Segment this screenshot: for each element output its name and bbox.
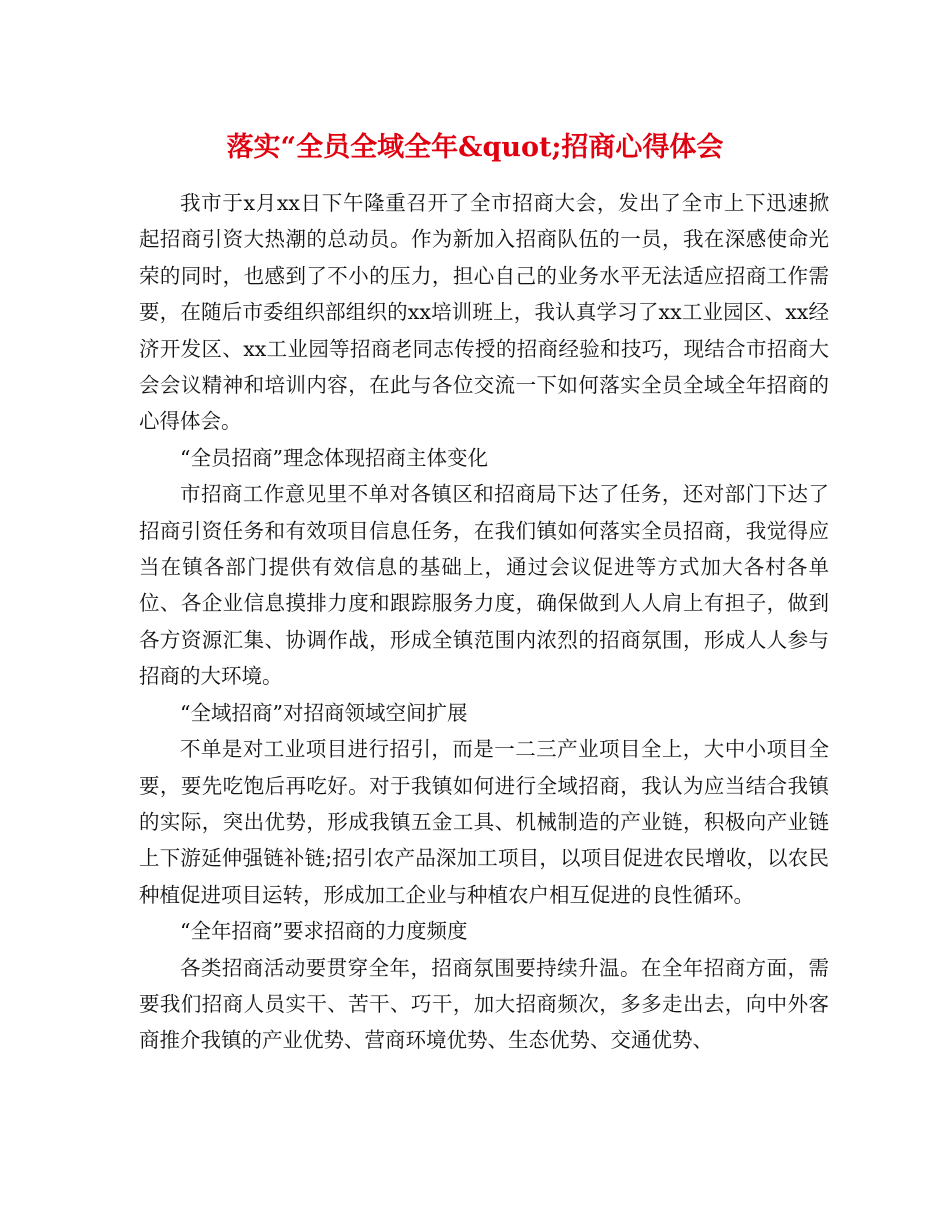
intro-paragraph: 我市于x月xx日下午隆重召开了全市招商大会，发出了全市上下迅速掀起招商引资大热潮的总动员。作为新加入招商队伍的一员，我在深感使命光荣的同时，也感到了不小的压力，担心自己的业务水平无法适应招商工作需要，在随后市委组织部组织的xx培训班上，我认真学习了xx工业园区、xx经济开发区、xx工业园等招商老同志传授的招商经验和技巧，现结合市招商大会会议精神和培训内容，在此与各位交流一下如何落实全员全域全年招商的心得体会。 <box>139 191 829 434</box>
paragraph-all-staff: 市招商工作意见里不单对各镇区和招商局下达了任务，还对部门下达了招商引资任务和有效项目信息任务，在我们镇如何落实全员招商，我觉得应当在镇各部门提供有效信息的基础上，通过会议促进等方式加大各村各单位、各企业信息摸排力度和跟踪服务力度，确保做到人人肩上有担子，做到各方资源汇集、协调作战，形成全镇范围内浓烈的招商氛围，形成人人参与招商的大环境。 <box>139 482 829 689</box>
paragraph-all-year: 各类招商活动要贯穿全年，招商氛围要持续升温。在全年招商方面，需要我们招商人员实干、苦干、巧干，加大招商频次，多多走出去，向中外客商推介我镇的产业优势、营商环境优势、生态优势、交通优势、 <box>139 955 829 1053</box>
page-title: 落实“全员全域全年&quot;招商心得体会 <box>226 132 724 163</box>
document-body <box>139 185 829 1059</box>
section-heading-all-domain: “全域招商”对招商领域空间扩展 <box>180 700 468 725</box>
section-heading-all-staff: “全员招商”理念体现招商主体变化 <box>180 445 488 470</box>
section-heading-all-year: “全年招商”要求招商的力度频度 <box>180 919 468 944</box>
paragraph-all-domain: 不单是对工业项目进行招引，而是一二三产业项目全上，大中小项目全要，要先吃饱后再吃好。对于我镇如何进行全域招商，我认为应当结合我镇的实际，突出优势，形成我镇五金工具、机械制造的产业链，积极向产业链上下游延伸强链补链;招引农产品深加工项目，以项目促进农民增收，以农民种植促进项目运转，形成加工企业与种植农户相互促进的良性循环。 <box>139 737 829 907</box>
